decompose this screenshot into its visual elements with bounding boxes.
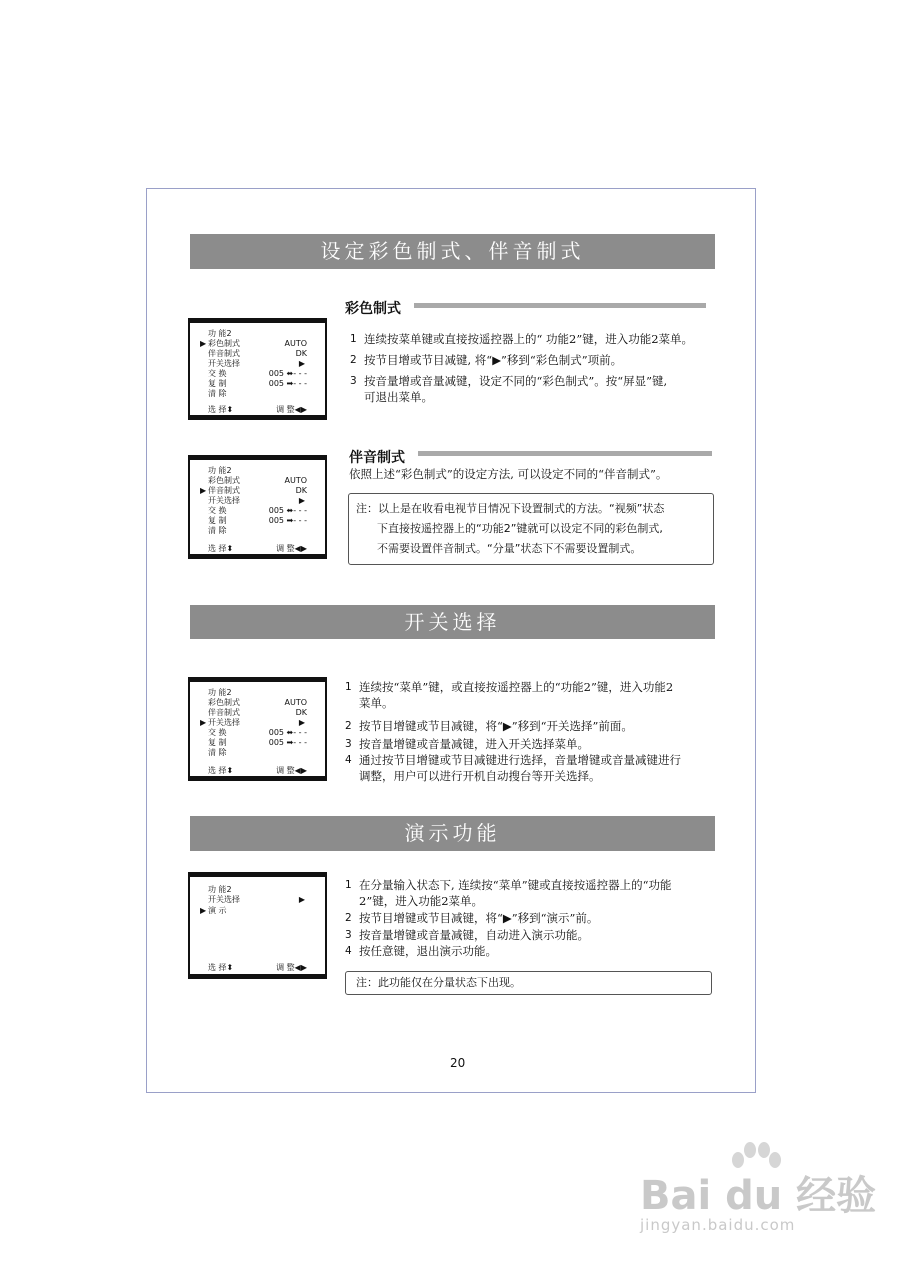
menu-title: 功 能2 [208, 885, 232, 894]
menu-color-system: 彩色制式 [208, 476, 240, 485]
menu-swap: 交 换 [208, 728, 227, 737]
menu-clear: 清 除 [208, 389, 227, 398]
tv-menu-sound [188, 455, 327, 559]
menu-switch: 开关选择 [208, 718, 240, 727]
watermark-logo-text: Bai du 经验 [640, 1173, 877, 1219]
menu-color-value: AUTO [284, 476, 307, 485]
menu-adjust-hint: 调 整◀▶ [276, 405, 307, 414]
menu-title: 功 能2 [208, 329, 232, 338]
demo-note-box [345, 971, 712, 995]
section-title-demo: 演示功能 [190, 816, 715, 851]
color-system-rule [414, 303, 706, 308]
menu-select-hint: 选 择⬍ [208, 963, 234, 972]
menu-swap-value: 005 ⬌- - - [268, 369, 307, 378]
menu-sound-system: 伴音制式 [208, 708, 240, 717]
sound-note-box [348, 493, 714, 565]
menu-sound-system: 伴音制式 [208, 349, 240, 358]
menu-switch-pointer: ▶ [298, 496, 305, 505]
menu-copy-value: 005 ➡- - - [268, 516, 307, 525]
menu-sound-value: DK [295, 349, 307, 358]
menu-switch: 开关选择 [208, 895, 240, 904]
menu-color-value: AUTO [284, 698, 307, 707]
menu-select-hint: 选 择⬍ [208, 766, 234, 775]
page-number: 20 [450, 1056, 466, 1070]
menu-copy-value: 005 ➡- - - [268, 738, 307, 747]
menu-sound-system: 伴音制式 [208, 486, 240, 495]
menu-adjust-hint: 调 整◀▶ [276, 766, 307, 775]
menu-clear: 清 除 [208, 526, 227, 535]
menu-color-system: 彩色制式 [208, 698, 240, 707]
watermark-logo [640, 1150, 880, 1219]
menu-switch: 开关选择 [208, 496, 240, 505]
menu-sound-value: DK [295, 486, 307, 495]
menu-copy: 复 制 [208, 516, 227, 525]
menu-swap-value: 005 ⬌- - - [268, 728, 307, 737]
tv-menu-switch [188, 677, 327, 781]
menu-demo: 演 示 [208, 906, 227, 915]
menu-color-system: 彩色制式 [208, 339, 240, 348]
menu-cursor: ▶ [200, 339, 207, 348]
demo-note-text: 注：此功能仅在分量状态下出现。 [356, 976, 521, 989]
sound-system-rule [418, 451, 712, 456]
note-line-1: 注：以上是在收看电视节目情况下设置制式的方法。“视频”状态 [356, 502, 665, 515]
menu-cursor: ▶ [200, 906, 207, 915]
menu-swap: 交 换 [208, 369, 227, 378]
menu-title: 功 能2 [208, 688, 232, 697]
menu-swap-value: 005 ⬌- - - [268, 506, 307, 515]
menu-switch-pointer: ▶ [298, 359, 305, 368]
menu-switch-pointer: ▶ [298, 718, 305, 727]
note-line-2: 下直接按遥控器上的“功能2”键就可以设定不同的彩色制式, [377, 522, 663, 535]
tv-menu-demo [188, 872, 327, 979]
menu-select-hint: 选 择⬍ [208, 405, 234, 414]
section-title-switch: 开关选择 [190, 605, 715, 639]
menu-swap: 交 换 [208, 506, 227, 515]
section-title-color-sound: 设定彩色制式、伴音制式 [190, 234, 715, 269]
color-system-heading: 彩色制式 [345, 301, 401, 317]
menu-copy-value: 005 ➡- - - [268, 379, 307, 388]
menu-sound-value: DK [295, 708, 307, 717]
menu-adjust-hint: 调 整◀▶ [276, 544, 307, 553]
tv-menu-color [188, 318, 327, 420]
sound-system-text: 依照上述“彩色制式”的设定方法, 可以设定不同的“伴音制式”。 [349, 467, 668, 481]
watermark-url: jingyan.baidu.com [640, 1216, 796, 1234]
menu-copy: 复 制 [208, 738, 227, 747]
menu-clear: 清 除 [208, 748, 227, 757]
menu-copy: 复 制 [208, 379, 227, 388]
menu-color-value: AUTO [284, 339, 307, 348]
menu-cursor: ▶ [200, 486, 207, 495]
menu-select-hint: 选 择⬍ [208, 544, 234, 553]
menu-switch-pointer: ▶ [298, 895, 305, 904]
menu-cursor: ▶ [200, 718, 207, 727]
menu-switch: 开关选择 [208, 359, 240, 368]
note-line-3: 不需要设置伴音制式。“分量”状态下不需要设置制式。 [377, 542, 642, 555]
sound-system-heading: 伴音制式 [349, 450, 405, 466]
menu-adjust-hint: 调 整◀▶ [276, 963, 307, 972]
menu-title: 功 能2 [208, 466, 232, 475]
